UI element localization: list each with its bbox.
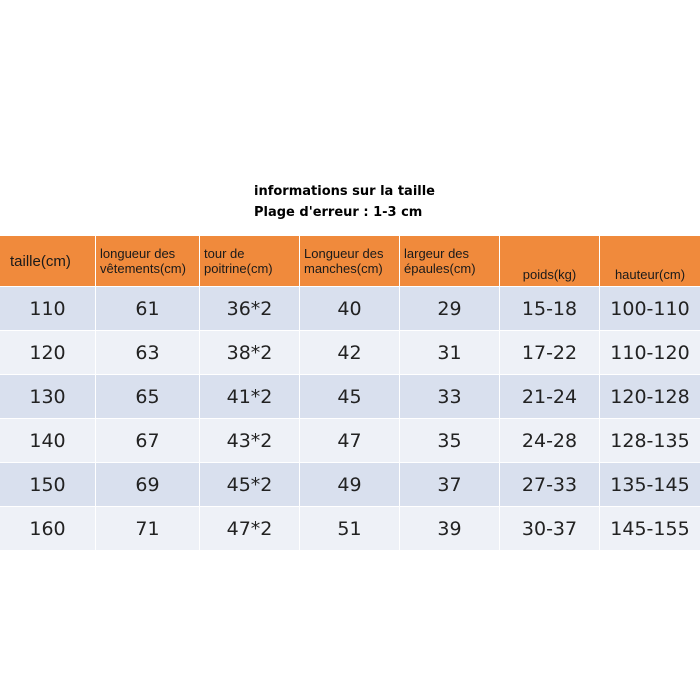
table-cell: 110-120 [600, 330, 700, 374]
table-cell: 71 [96, 506, 200, 550]
table-row [0, 286, 700, 330]
table-cell: 47 [300, 418, 400, 462]
table-cell: 63 [96, 330, 200, 374]
table-cell: 38*2 [200, 330, 300, 374]
table-row [0, 462, 700, 506]
table-cell: 160 [0, 506, 96, 550]
table-cell: 40 [300, 286, 400, 330]
table-cell: 21-24 [500, 374, 600, 418]
table-cell: 120-128 [600, 374, 700, 418]
table-row [0, 374, 700, 418]
table-cell: 39 [400, 506, 500, 550]
table-cell: 100-110 [600, 286, 700, 330]
table-cell: 65 [96, 374, 200, 418]
table-cell: 69 [96, 462, 200, 506]
table-cell: 51 [300, 506, 400, 550]
table-title: informations sur la taille [254, 184, 436, 199]
table-cell: 24-28 [500, 418, 600, 462]
table-cell: 43*2 [200, 418, 300, 462]
table-cell: 140 [0, 418, 96, 462]
table-cell: 135-145 [600, 462, 700, 506]
header-cell: taille(cm) [0, 236, 96, 286]
table-row [0, 506, 700, 550]
table-cell: 61 [96, 286, 200, 330]
table-cell: 17-22 [500, 330, 600, 374]
header-cell: Longueur des manches(cm) [300, 236, 400, 286]
table-cell: 49 [300, 462, 400, 506]
table-row [0, 418, 700, 462]
header-cell: largeur des épaules(cm) [400, 236, 500, 286]
header-cell: poids(kg) [500, 236, 600, 286]
header-cell: hauteur(cm) [600, 236, 700, 286]
table-cell: 67 [96, 418, 200, 462]
table-cell: 42 [300, 330, 400, 374]
table-cell: 35 [400, 418, 500, 462]
table-cell: 128-135 [600, 418, 700, 462]
table-cell: 120 [0, 330, 96, 374]
table-cell: 47*2 [200, 506, 300, 550]
header-cell: longueur des vêtements(cm) [96, 236, 200, 286]
table-cell: 36*2 [200, 286, 300, 330]
table-cell: 37 [400, 462, 500, 506]
table-cell: 41*2 [200, 374, 300, 418]
table-cell: 31 [400, 330, 500, 374]
size-chart-table [0, 236, 700, 550]
table-cell: 45*2 [200, 462, 300, 506]
table-cell: 30-37 [500, 506, 600, 550]
table-cell: 27-33 [500, 462, 600, 506]
table-row [0, 330, 700, 374]
title-block [254, 181, 435, 223]
table-cell: 33 [400, 374, 500, 418]
table-cell: 15-18 [500, 286, 600, 330]
table-cell: 145-155 [600, 506, 700, 550]
header-cell: tour de poitrine(cm) [200, 236, 300, 286]
table-cell: 130 [0, 374, 96, 418]
header-row [0, 236, 700, 286]
table-cell: 45 [300, 374, 400, 418]
table-cell: 150 [0, 462, 96, 506]
error-range-note: Plage d'erreur : 1-3 cm [254, 205, 423, 220]
table-cell: 110 [0, 286, 96, 330]
table-cell: 29 [400, 286, 500, 330]
